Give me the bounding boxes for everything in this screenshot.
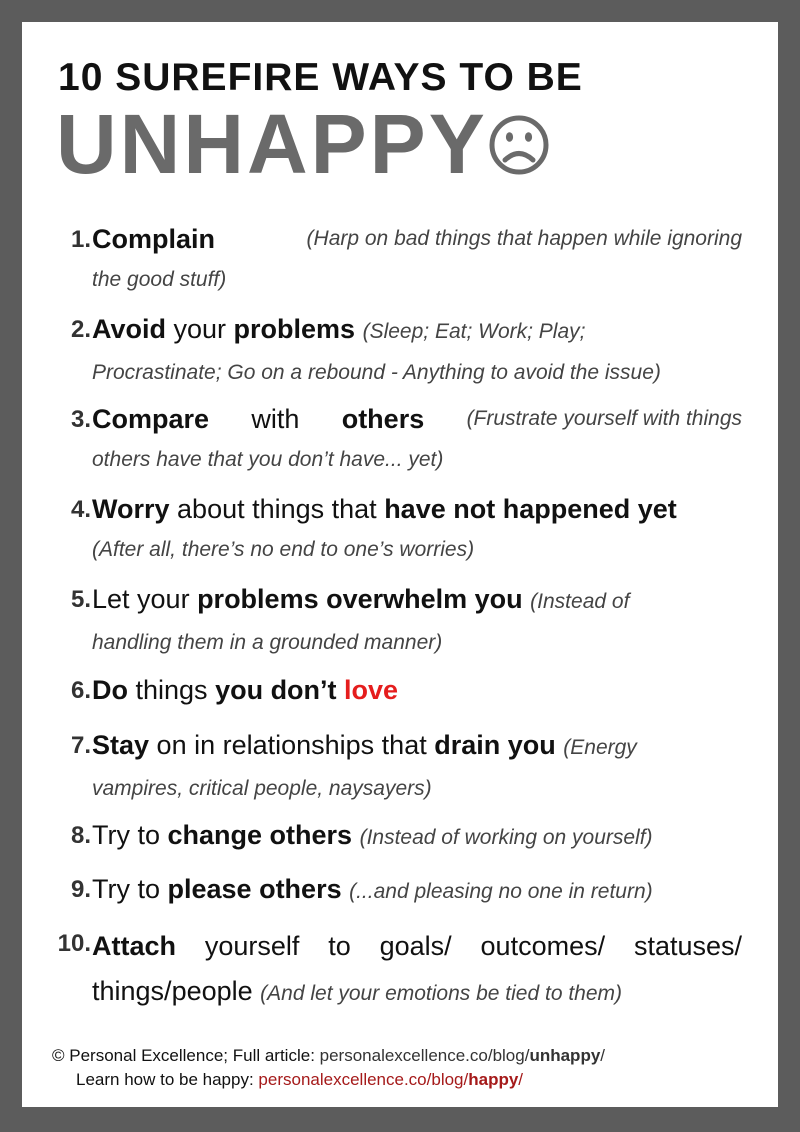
item-text: goals/ bbox=[379, 931, 452, 961]
item-line bbox=[92, 310, 742, 351]
footer-happy-line bbox=[52, 1068, 605, 1092]
item-text: Let your bbox=[92, 584, 198, 614]
item-number: 2. bbox=[70, 316, 91, 343]
sad-face-icon bbox=[488, 114, 550, 176]
item-note: (Instead of working on yourself) bbox=[359, 826, 653, 849]
list-item bbox=[57, 924, 742, 1017]
item-keyword: problems overwhelm you bbox=[197, 584, 523, 614]
item-line bbox=[92, 490, 742, 528]
item-keyword: problems bbox=[233, 314, 356, 344]
item-note: (And let your emotions be tied to them) bbox=[260, 982, 623, 1005]
item-number: 4. bbox=[70, 496, 91, 523]
full-article-link-path: personalexcellence.co/blog/ bbox=[319, 1046, 530, 1065]
item-line bbox=[92, 870, 742, 911]
item-number: 1. bbox=[70, 226, 91, 253]
list-item bbox=[70, 816, 742, 857]
list-item bbox=[70, 490, 742, 569]
item-number: 6. bbox=[70, 677, 91, 704]
item-keyword: Compare bbox=[92, 404, 210, 434]
item-note: (Instead of bbox=[530, 590, 630, 613]
item-keyword: Attach bbox=[92, 931, 177, 961]
item-note: (After all, there’s no end to one’s worries) bbox=[92, 538, 475, 561]
item-keyword: drain you bbox=[434, 730, 556, 760]
full-article-link-slug: unhappy bbox=[529, 1046, 601, 1065]
item-note: (Harp on bad things that happen while ignoring bbox=[306, 227, 742, 250]
item-number: 5. bbox=[70, 586, 91, 613]
item-note: (Frustrate yourself with things bbox=[466, 407, 742, 430]
item-text: on in relationships that bbox=[149, 730, 435, 760]
footer-happy-text: Learn how to be happy: bbox=[76, 1070, 259, 1089]
item-line bbox=[92, 671, 742, 709]
item-note: (Energy bbox=[563, 736, 637, 759]
item-text: people bbox=[171, 976, 253, 1006]
footer-credit-line bbox=[52, 1044, 605, 1068]
footer-credit-text: © Personal Excellence; Full article: bbox=[52, 1046, 320, 1065]
item-keyword: Avoid bbox=[92, 314, 166, 344]
item-keyword: have not happened yet bbox=[384, 494, 677, 524]
item-text: about things that bbox=[169, 494, 385, 524]
item-line bbox=[92, 924, 742, 968]
full-article-link[interactable] bbox=[320, 1046, 605, 1065]
list-item bbox=[70, 220, 742, 299]
list-item bbox=[70, 870, 742, 911]
item-number: 9. bbox=[70, 876, 91, 903]
list-item bbox=[70, 310, 742, 392]
item-highlight: love bbox=[344, 675, 399, 705]
item-number: 8. bbox=[70, 822, 91, 849]
item-text: things bbox=[128, 675, 216, 705]
list-item bbox=[70, 671, 742, 709]
happy-article-link[interactable] bbox=[258, 1070, 523, 1089]
happy-article-link-path: personalexcellence.co/blog/ bbox=[258, 1070, 469, 1089]
item-line bbox=[92, 580, 742, 621]
item-line bbox=[92, 726, 742, 767]
item-keyword: Do bbox=[92, 675, 128, 705]
poster-card bbox=[22, 22, 778, 1107]
item-note-continued: handling them in a grounded manner) bbox=[92, 631, 443, 654]
item-keyword: Stay bbox=[92, 730, 150, 760]
item-note-continued: Procrastinate; Go on a rebound - Anything to avoid the issue) bbox=[92, 361, 661, 384]
full-article-link-suffix: / bbox=[600, 1046, 606, 1065]
item-keyword: change others bbox=[167, 820, 353, 850]
item-note: (...and pleasing no one in return) bbox=[349, 880, 653, 903]
item-note-continued: the good stuff) bbox=[92, 268, 227, 291]
item-note: (Sleep; Eat; Work; Play; bbox=[362, 320, 586, 343]
item-number: 3. bbox=[70, 406, 91, 433]
item-text: Try to bbox=[92, 874, 168, 904]
item-line bbox=[92, 400, 742, 438]
item-text: things/ bbox=[92, 976, 172, 1006]
item-text: Try to bbox=[92, 820, 168, 850]
item-keyword: Worry bbox=[92, 494, 170, 524]
item-text: to bbox=[328, 931, 351, 961]
item-text: yourself bbox=[204, 931, 300, 961]
item-text: with bbox=[251, 404, 300, 434]
list-item bbox=[70, 400, 742, 479]
item-line bbox=[92, 968, 742, 1017]
item-line bbox=[92, 816, 742, 857]
item-keyword: others bbox=[341, 404, 425, 434]
happy-article-link-suffix: / bbox=[518, 1070, 524, 1089]
item-keyword: Complain bbox=[92, 224, 216, 254]
title-line-2: UNHAPPY bbox=[56, 97, 488, 191]
happy-article-link-slug: happy bbox=[468, 1070, 519, 1089]
item-keyword: you don’t bbox=[215, 675, 345, 705]
list-item bbox=[70, 726, 742, 808]
item-text: outcomes/ bbox=[480, 931, 606, 961]
item-text: statuses/ bbox=[633, 931, 742, 961]
title-line-1: 10 SUREFIRE WAYS TO BE bbox=[58, 56, 583, 99]
item-keyword: please others bbox=[167, 874, 342, 904]
item-text: your bbox=[166, 314, 234, 344]
item-note-continued: vampires, critical people, naysayers) bbox=[92, 777, 432, 800]
list-item bbox=[70, 580, 742, 662]
item-number: 7. bbox=[70, 732, 91, 759]
footer bbox=[52, 1044, 605, 1092]
item-line bbox=[92, 220, 742, 258]
item-number: 10. bbox=[57, 930, 91, 957]
item-note-continued: others have that you don’t have... yet) bbox=[92, 448, 444, 471]
